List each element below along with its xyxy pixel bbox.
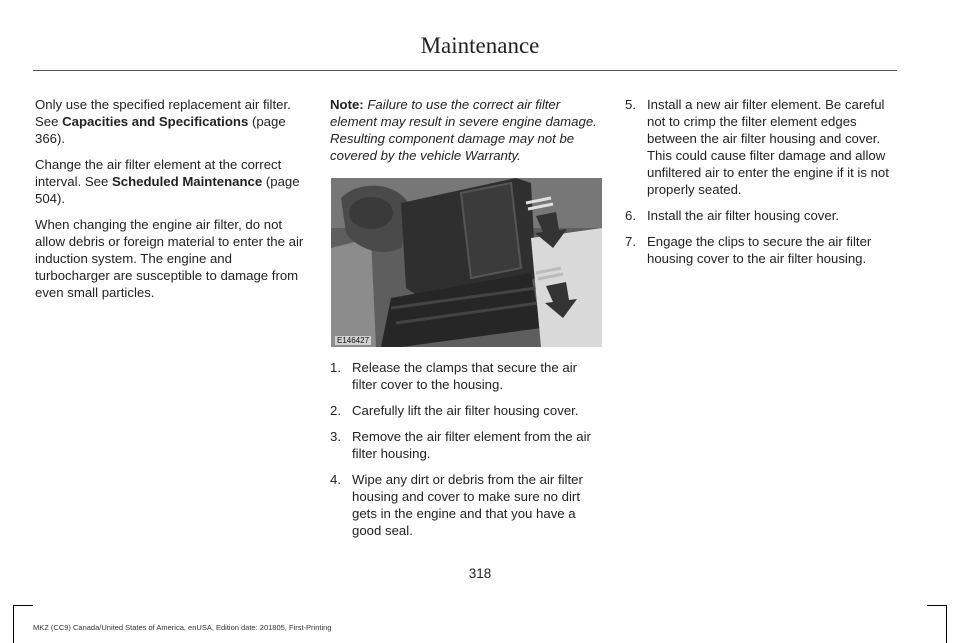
step-item: 1. Release the clamps that secure the air filter cover to the housing.: [330, 360, 578, 392]
step-item: 7. Engage the clips to secure the air filter housing cover to the air filter housing.: [625, 234, 872, 266]
step-item: 3. Remove the air filter element from the air filter housing.: [330, 429, 591, 461]
paragraph-debris-warning: When changing the engine air filter, do not allow debris or foreign material to enter the air induction system. The engine and turbocharger are susceptible to damage from even small particles.: [35, 217, 304, 300]
air-filter-housing-image: [331, 178, 602, 347]
link-capacities-specifications[interactable]: Capacities and Specifications: [62, 114, 249, 129]
link-scheduled-maintenance[interactable]: Scheduled Maintenance: [111, 174, 263, 189]
page-number: 318: [468, 566, 492, 581]
steps-list-middle: [330, 359, 602, 548]
air-filter-housing-illustration: [331, 178, 602, 347]
step-item: 5. Install a new air filter element. Be careful not to crimp the filter element edges between the air filter housing and cover. This could cause filter damage and allow unfiltered air to enter the engine if it is not properly seated.: [625, 97, 889, 197]
header-divider: [33, 70, 897, 71]
figure-id: E146427: [337, 336, 370, 345]
column-left: [35, 96, 307, 310]
step-item: 6. Install the air filter housing cover.: [625, 208, 840, 223]
step-item: 4. Wipe any dirt or debris from the air filter housing and cover to make sure no dirt gets in the engine and that you have a good seal.: [330, 472, 583, 538]
crop-mark: [927, 605, 947, 606]
footer-edition-info: MKZ (CC9) Canada/United States of America, enUSA, Edition date: 201805, First-Printing: [33, 623, 332, 632]
column-right: [625, 96, 897, 276]
paragraph-change-interval: Change the air filter element at the correct interval. See Scheduled Maintenance (page 504).: [35, 157, 300, 206]
step-item: 2. Carefully lift the air filter housing cover.: [330, 403, 579, 418]
crop-mark: [13, 605, 33, 606]
note: [330, 96, 602, 164]
crop-mark: [946, 605, 947, 643]
paragraph-replacement-filter: Only use the specified replacement air filter. See Capacities and Specifications (page 366).: [35, 97, 291, 146]
page-title: Maintenance: [420, 33, 540, 58]
note-label: Note:: [330, 97, 364, 112]
column-middle: [330, 96, 602, 173]
crop-mark: [13, 605, 14, 643]
note-text: Failure to use the correct air filter element may result in severe engine damage. Resulting component damage may not be covered by the vehicle Warranty.: [330, 97, 597, 163]
